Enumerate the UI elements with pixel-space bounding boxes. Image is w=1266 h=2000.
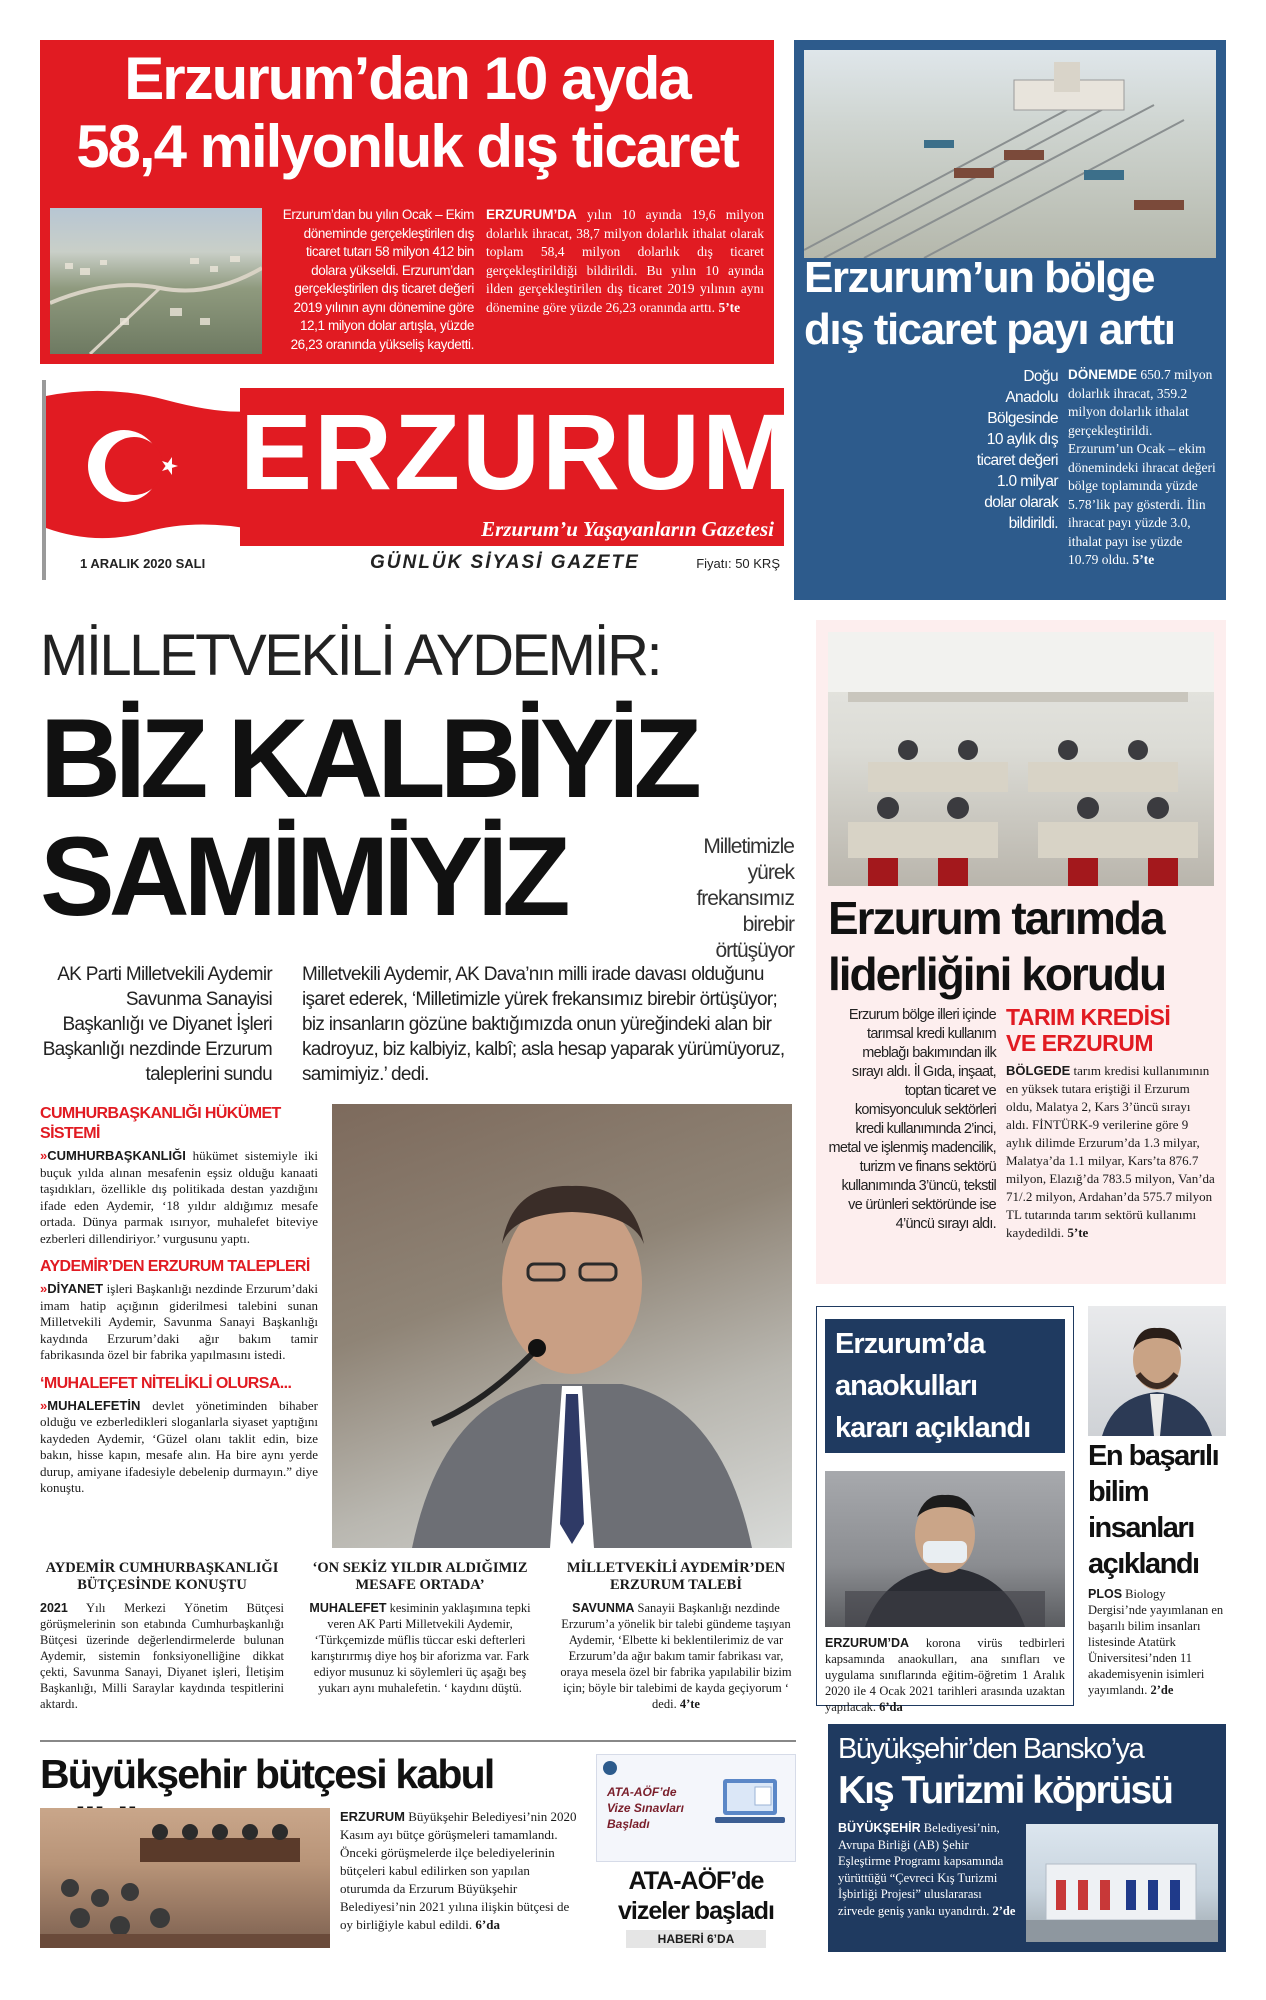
budget-ref: 6’da [472, 1917, 500, 1932]
masthead-date: 1 ARALIK 2020 SALI [80, 556, 206, 571]
kinder-official-photo [825, 1471, 1065, 1627]
section-body-3 [40, 1398, 318, 1497]
top-left-headline-1: Erzurum’dan 10 ayda [124, 45, 690, 112]
agri-ref: 5’te [1064, 1225, 1089, 1240]
laptop-icon [715, 1775, 785, 1831]
ata-poster-line-3: Başladı [607, 1817, 650, 1831]
summit-graphic [1026, 1824, 1218, 1942]
agri-left-text: Erzurum bölge illeri içinde tarımsal kredi kullanım meblağı bakımından ilk sırayı aldı. İl Gıda, inşaat, toptan ticaret ve komisyonculuk sektörleri kredi kullanımında 2’inci, metal ve işlenmiş madencilik, turizm ve finans sektörü kullanımında 3’üncü, tekstil ve ürünleri sektöründe ise 4’üncü sırayı aldı. [828, 1007, 996, 1232]
science-body [1088, 1586, 1226, 1698]
top-left-story [40, 40, 774, 364]
science-headline-2: bilim [1088, 1476, 1149, 1508]
agri-sub-1: TARIM KREDİSİ [1006, 1004, 1171, 1030]
bottom-col-2-title: ‘ON SEKİZ YILDIR ALDIĞIMIZ MESAFE ORTADA’ [312, 1560, 528, 1593]
scientist-photo [1088, 1306, 1226, 1436]
main-headline-1: BİZ KALBİYİZ [40, 696, 696, 821]
turkish-flag-icon [46, 390, 256, 540]
section-arrow-1: » [40, 1148, 48, 1163]
section-title-3: ‘MUHALEFET NİTELİKLİ OLURSA... [40, 1374, 292, 1392]
masthead-subtitle: Erzurum’u Yaşayanların Gazetesi [481, 517, 774, 541]
kinder-headline-1: Erzurum’da [835, 1328, 985, 1360]
section-title-2: AYDEMİR’DEN ERZURUM TALEPLERİ [40, 1258, 310, 1275]
council-graphic [40, 1808, 330, 1948]
city-photo-graphic [50, 208, 262, 354]
bottom-col-3-title: MİLLETVEKİLİ AYDEMİR’DEN ERZURUM TALEBİ [566, 1560, 786, 1593]
top-left-headline-2: 58,4 milyonluk dış ticaret [76, 113, 738, 180]
budget-body-text: Büyükşehir Belediyesi’nin 2020 Kasım ayı bütçe görüşmeleri tamamlandı. Önceki görüşmelerde ilçe belediyelerinin bütçeleri kabul edilirken son yapılan oturumda da Erzurum Büyükşehir Belediyesi’nin 2021 yılına ilişkin bütçesi de oy birliğiyle kabul edildi. [340, 1809, 577, 1932]
science-headline-1: En başarılı [1088, 1440, 1219, 1472]
agri-lead: BÖLGEDE [1006, 1063, 1071, 1078]
ata-logo-icon [603, 1761, 617, 1775]
bottom-col-1-lead: 2021 [40, 1601, 68, 1615]
section-body-2 [40, 1281, 318, 1364]
science-body-text: Biology Dergisi’nde yayımlanan en başarılı bilim insanları listesinde Atatürk Üniversitesi’nden 11 akademisyenin isimleri yayımlandı. [1088, 1587, 1224, 1697]
scientist-graphic [1088, 1306, 1226, 1436]
top-right-left-text: Doğu Anadolu Bölgesinde 10 aylık dış ticaret değeri 1.0 milyar dolar olarak bildirildi. [976, 368, 1058, 532]
section-text-1: hükümet sistemiyle iki buçuk yılda alınan mesafenin eşsiz olduğu kanaati taşıdıkları, özellikle dış politikada destan yazdığını ifade eden Aydemir, ‘18 yıldır aldığımız mesafe ortada. Dünya parmak ısırıyor, muhalefet biteviye ezberleri dillendiriyor.’ vurgusunu yaptı. [40, 1148, 318, 1246]
bansko-story [828, 1724, 1226, 1952]
ata-headline-2: vizeler başladı [618, 1897, 774, 1925]
official-graphic [825, 1471, 1065, 1627]
bottom-col-3-lead: SAVUNMA [572, 1601, 635, 1615]
bottom-col-2 [298, 1560, 542, 1696]
main-side-quote: Milletimizle yürek frekansımız birebir örtüşüyor [696, 835, 794, 962]
section-lead-2: DİYANET [47, 1281, 104, 1296]
bottom-col-1-body [40, 1600, 284, 1712]
bansko-lead: BÜYÜKŞEHİR [838, 1821, 921, 1835]
bansko-body [838, 1820, 1018, 1919]
top-right-ref: 5’te [1129, 552, 1155, 567]
science-lead: PLOS [1088, 1587, 1123, 1601]
top-right-lead: DÖNEMDE [1068, 367, 1138, 382]
section-text-3: devlet yönetiminden bihaber olduğu ve ezberledikleri sloganlarla siyaset yaptığını kaydeden Aydemir, ‘Güzel olanı taklit edin, bize bakın, hisse kapın, mesafe alın. Ha bire aynı yerde durup, amiyane ifadesiyle debelenip durmayın.” diye konuştu. [40, 1397, 318, 1495]
bansko-summit-photo [1026, 1824, 1218, 1942]
top-right-headline-2: dış ticaret payı arttı [804, 305, 1175, 354]
main-summary-left: AK Parti Milletvekili Aydemir Savunma Sanayisi Başkanlığı ve Diyanet İşleri Başkanlığı nezdinde Erzurum taleplerini sundu [42, 964, 272, 1085]
masthead-title: ERZURUM [240, 391, 794, 512]
kinder-body-text: korona virüs tedbirleri kapsamında anaokulları, ana sınıfları ve uygulama sınıflarında eğitim-öğretim 1 Aralık 2020 ile 4 Ocak 2021 tarihleri arasında uzaktan yapılacak. [825, 1636, 1065, 1714]
budget-lead: ERZURUM [340, 1809, 405, 1824]
science-story [1088, 1306, 1226, 1706]
masthead [40, 380, 794, 580]
section-arrow-2: » [40, 1281, 48, 1296]
top-right-body-text: 650.7 milyon dolarlık ihracat, 359.2 milyon dolarlık ithalat gerçekleştirildi. Erzurum’un Ocak – ekim dönemindeki ihracat değeri bölge toplamında yüzde 5.78’lik pay gösterdi. İlin ihracat payı yüzde 3.0, ithalat payı ise yüzde 10.79 oldu. [1068, 367, 1216, 567]
agri-meeting-photo [828, 632, 1214, 886]
speaker-graphic [332, 1104, 792, 1548]
kinder-headline-3: kararı açıklandı [835, 1412, 1031, 1444]
top-left-sidebar-text: Erzurum’dan bu yılın Ocak – Ekim döneminde gerçekleştirilen dış ticaret tutarı 58 milyon 412 bin dolara yükseldi. Erzurum’dan gerçekleştirilen dış ticaret değeri 2019 yılının aynı dönemine göre 12,1 milyon dolar artışla, yüzde 26,23 oranında yükseliş kaydetti. [282, 207, 474, 352]
main-summary-right: Milletvekili Aydemir, AK Dava’nın milli irade davası olduğunu işaret ederek, ‘Milletimizle yürek frekansımız birebir örtüşüyor; biz insanların gözüne baktığımızda onun yüreğindeki alan bir kadroyuz, biz kalbiyiz, kalbî; asla hesap yaparak yürümüyoruz, samimiyiz.’ dedi. [302, 964, 785, 1085]
agri-body-text: tarım kredisi kullanımının en yüksek tutara eriştiği il Erzurum oldu, Malatya 2, Kars 3’üncü sırayı aldı. FİNTÜRK-9 verilerine göre 9 aylık dilimde Erzurum’da 1.3 milyar, Malatya’da 1.1 milyar, Kars’ta 876.7 milyon, Elazığ’da 783.5 milyon, Van’da 71/.2 milyon, Ardahan’da 575.7 milyon TL tutarında tarım sektörü kullanımı kaydedildi. [1006, 1063, 1215, 1240]
masthead-tagline: GÜNLÜK SİYASİ GAZETE [370, 552, 640, 573]
agri-story [816, 620, 1226, 1284]
main-headline-2: SAMİMİYİZ [40, 814, 565, 939]
kinder-lead: ERZURUM’DA [825, 1636, 910, 1650]
bottom-col-1-text: Yılı Merkezi Yönetim Bütçesi görüşmelerinin son etabında Cumhurbaşkanlığı Bütçesi üzerinde değerlendirmelerde bulunan Aydemir, sistemin fonksiyonelliğine dikkat çekti, Savunma Sanayi, Diyanet işleri, İletişim Başkanlığı, Milli Saraylar kaydında tespitlerini aktardı. [40, 1601, 284, 1711]
top-right-story [794, 40, 1226, 600]
bottom-col-1 [40, 1560, 284, 1712]
section-title-1: CUMHURBAŞKANLIĞI HÜKÜMET SİSTEMİ [40, 1105, 281, 1142]
section-lead-1: CUMHURBAŞKANLIĞI [47, 1148, 186, 1163]
ata-headline-1: ATA-AÖF’de [628, 1867, 764, 1895]
top-right-headline-1: Erzurum’un bölge [804, 253, 1154, 302]
kinder-body [825, 1635, 1065, 1715]
masthead-price: Fiyatı: 50 KRŞ [696, 556, 780, 571]
top-left-body [486, 206, 764, 317]
science-headline-3: insanları [1088, 1512, 1194, 1544]
section-body-1 [40, 1148, 318, 1247]
science-headline-4: açıklandı [1088, 1548, 1199, 1580]
main-kicker: MİLLETVEKİLİ AYDEMİR: [40, 623, 661, 688]
logistics-graphic [804, 50, 1216, 258]
bottom-col-3 [556, 1560, 796, 1712]
kinder-ref: 6’da [876, 1700, 903, 1714]
budget-council-photo [40, 1808, 330, 1948]
bansko-ref: 2’de [989, 1903, 1016, 1918]
bottom-col-2-body [298, 1600, 542, 1696]
kinder-headline-box [825, 1319, 1065, 1453]
meeting-graphic [828, 632, 1214, 886]
kinder-headline-2: anaokulları [835, 1370, 978, 1402]
aydemir-speech-photo [332, 1104, 792, 1548]
bottom-col-2-text: kesiminin yaklaşımına tepki veren AK Parti Milletvekili Aydemir, ‘Türkçemizde müflis tüccar eski defterleri karıştırırmış diye hoş bir aforizma var. Fark ediyor musunuz ki söylemleri üç aşağı beş yukarı aynı muhalefetin. ‘ kaydını düştü. [310, 1601, 531, 1695]
bansko-body-text: Belediyesi’nin, Avrupa Birliği (AB) Şehir Eşleştirme Programı kapsamında yürüttüğü “Çevreci Kış Turizmi İşbirliği Projesi” uluslararası zirvede geniş yankı uyandırdı. [838, 1821, 1004, 1918]
ata-poster [596, 1754, 796, 1862]
kinder-story [816, 1306, 1074, 1714]
agri-sub-2: VE ERZURUM [1006, 1030, 1154, 1056]
budget-headline: Büyükşehir bütçesi kabul [40, 1751, 494, 1797]
ata-ref: HABERİ 6’DA [626, 1930, 766, 1948]
city-aerial-photo [50, 208, 262, 354]
top-right-body [1068, 366, 1216, 570]
bottom-col-3-ref: 4’te [676, 1697, 700, 1711]
ata-story [596, 1754, 796, 1952]
logistics-center-photo [804, 50, 1216, 258]
bottom-col-1-title: AYDEMİR CUMHURBAŞKANLIĞI BÜTÇESİNDE KONUŞTU [45, 1560, 279, 1593]
top-left-body-text: yılın 10 ayında 19,6 milyon dolarlık ihracat, 38,7 milyon dolarlık ithalat olarak toplam 58,4 milyon dolarlık dış ticaret gerçekleştirildiği bildirildi. Bu yılın 10 ayında ilden gerçekleştirilen dış ticaret 2019 yılının aynı dönemine göre yüzde 26,23 oranında arttı. [486, 207, 764, 315]
section-text-2: işleri Başkanlığı nezdinde Erzurum’daki imam hatip açığının giderilmesi talebini sunan Milletvekili Aydemir, Savunma Sanayi Başkanlığı kaydında Erzurum’daki ağır bakım tamir fabrikasında özel bir fabrika yapılmasını istedi. [40, 1281, 318, 1362]
bottom-col-3-text: Sanayii Başkanlığı nezdinde Erzurum’a yönelik bir talebi gündeme taşıyan Aydemir, ‘Elbette ki beklentilerimiz de var Erzurum’da ağır bakım tamir fabrikası var, oraya mesela özel bir fabrika yapılabilir bizim için; böyle bir talebimi de kayda geçiyorum ‘ dedi. [560, 1601, 792, 1711]
bansko-headline-1: Büyükşehir’den Bansko’ya [838, 1733, 1144, 1765]
top-left-ref: 5’te [715, 299, 741, 315]
bottom-col-3-body [556, 1600, 796, 1712]
section-lead-3: MUHALEFETİN [47, 1397, 141, 1413]
bottom-col-2-lead: MUHALEFET [309, 1601, 387, 1615]
divider-budget [40, 1740, 796, 1742]
top-left-lead: ERZURUM’DA [486, 207, 577, 222]
section-arrow-3: » [40, 1397, 48, 1413]
bansko-headline-2: Kış Turizmi köprüsü [838, 1769, 1172, 1812]
ata-poster-line-2: Vize Sınavları [607, 1801, 684, 1815]
agri-headline-2: liderliğini korudu [828, 948, 1166, 1000]
main-sections-column [40, 1104, 318, 1497]
budget-body [340, 1808, 580, 1934]
science-ref: 2’de [1147, 1683, 1174, 1697]
agri-body [1006, 1062, 1216, 1242]
ata-poster-line-1: ATA-AÖF’de [607, 1785, 677, 1799]
agri-headline-1: Erzurum tarımda [828, 892, 1164, 944]
